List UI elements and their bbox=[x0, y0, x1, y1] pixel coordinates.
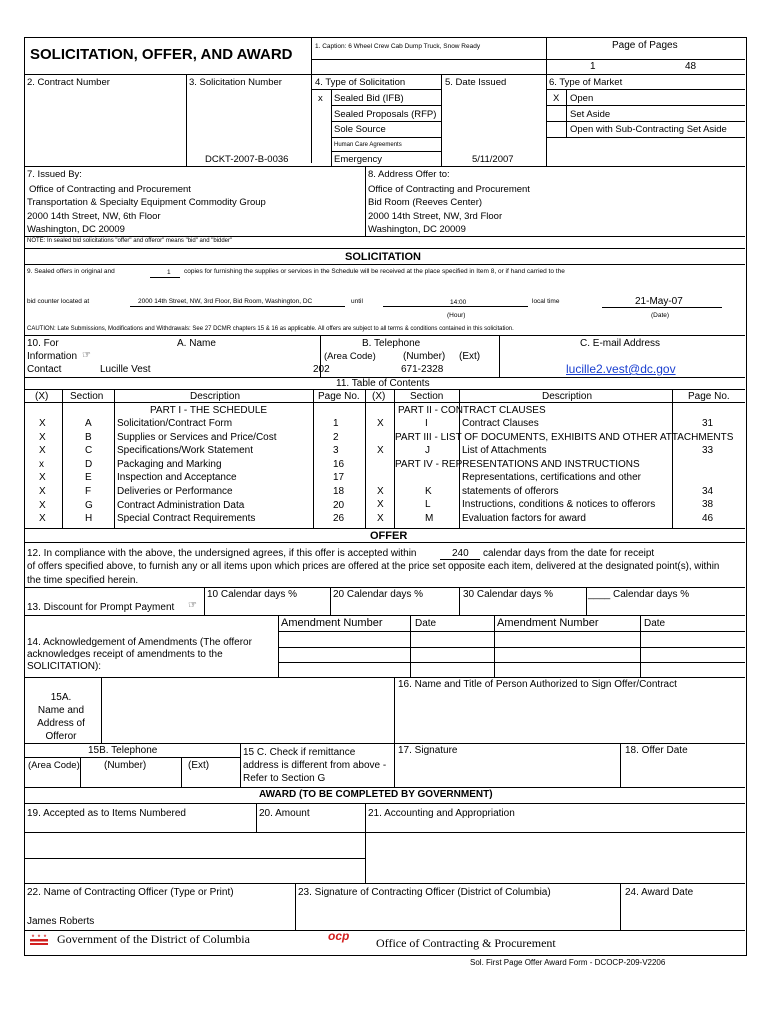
toc-left-description: Packaging and Marking bbox=[117, 458, 222, 470]
toc-header-section: Section bbox=[70, 391, 104, 402]
toc-right-desc-m: Evaluation factors for award bbox=[462, 513, 586, 524]
toc-part-4: PART IV - REPRESENTATIONS AND INSTRUCTIONS bbox=[395, 459, 640, 470]
total-pages: 48 bbox=[685, 61, 697, 72]
toc-header-description: Description bbox=[190, 391, 241, 402]
contract-number-label: 2. Contract Number bbox=[27, 77, 110, 88]
toc-left-section: D bbox=[85, 458, 93, 470]
caption: 1. Caption: 6 Wheel Crew Cab Dump Truck, Snow Ready bbox=[315, 43, 481, 50]
contact-name[interactable]: Lucille Vest bbox=[100, 364, 151, 375]
label-15b: 15B. Telephone bbox=[88, 745, 158, 756]
toc-left-x: X bbox=[39, 499, 46, 511]
toc-right-desc-j: List of Attachments bbox=[462, 445, 547, 456]
pointing-hand-icon: ☞ bbox=[82, 350, 91, 361]
label-15a-3: Address of bbox=[37, 718, 85, 729]
discount-20-days[interactable]: 20 Calendar days % bbox=[333, 589, 424, 600]
label-15a-1: 15A. bbox=[50, 692, 72, 703]
toc-left-x: x bbox=[39, 458, 44, 470]
toc-right-sec-j: J bbox=[425, 445, 430, 456]
market-set-aside[interactable]: Set Aside bbox=[570, 109, 611, 120]
contact-name-label: A. Name bbox=[177, 338, 216, 349]
toc-left-description: Inspection and Acceptance bbox=[117, 472, 237, 484]
item-12-text-d: the time specified herein. bbox=[27, 575, 139, 586]
label-17: 17. Signature bbox=[398, 745, 458, 756]
toc-header-section-right: Section bbox=[410, 391, 444, 402]
option-human-care[interactable]: Human Care Agreements bbox=[334, 142, 402, 148]
amendments-label: 14. Acknowledgement of Amendments (The offeror acknowledges receipt of amendments to the SOLICITATION): bbox=[27, 637, 252, 672]
item-12-text-a: 12. In compliance with the above, the undersigned agrees, if this offer is accepted within bbox=[27, 548, 417, 559]
toc-left-x: X bbox=[39, 486, 46, 497]
area-code-label: (Area Code) bbox=[324, 351, 376, 362]
email-label: C. E-mail Address bbox=[580, 338, 661, 349]
toc-right-page-l: 38 bbox=[702, 499, 714, 510]
toc-left-description: Special Contract Requirements bbox=[117, 513, 256, 525]
toc-left-description: Deliveries or Performance bbox=[117, 486, 233, 497]
toc-right-desc-k1: Representations, certifications and other bbox=[462, 472, 641, 483]
bid-hour[interactable]: 14:00 bbox=[450, 299, 467, 306]
address-offer-line-1: Office of Contracting and Procurement bbox=[368, 184, 530, 195]
label-20: 20. Amount bbox=[259, 808, 310, 819]
toc-left-page: 17 bbox=[333, 472, 345, 484]
label-15b-ext: (Ext) bbox=[188, 760, 210, 771]
label-15b-area-code: (Area Code) bbox=[28, 760, 80, 771]
toc-right-x-i: X bbox=[377, 418, 384, 429]
toc-left-page: 20 bbox=[333, 499, 345, 511]
contact-label-1: 10. For bbox=[27, 338, 59, 349]
issued-by-line-1: Office of Contracting and Procurement bbox=[29, 184, 191, 195]
caution-text: CAUTION: Late Submissions, Modifications and Withdrawals: See 27 DCMR chapters 15 & 16 as applicable. All offers are subject to all terms & conditions contained in this solicitation. bbox=[27, 326, 514, 332]
toc-header-page: Page No. bbox=[318, 391, 360, 402]
dc-flag-icon bbox=[30, 934, 48, 945]
toc-left-section: G bbox=[85, 499, 93, 511]
solicitation-heading: SOLICITATION bbox=[345, 251, 421, 263]
label-24: 24. Award Date bbox=[625, 887, 694, 898]
toc-part-2: PART II - CONTRACT CLAUSES bbox=[398, 405, 546, 416]
toc-left-x: X bbox=[39, 418, 46, 429]
toc-part-3: PART III - LIST OF DOCUMENTS, EXHIBITS AND OTHER ATTACHMENTS bbox=[395, 432, 734, 443]
amendment-date-label-2: Date bbox=[644, 618, 666, 629]
toc-left-page: 1 bbox=[333, 418, 339, 429]
page-of-pages-label: Page of Pages bbox=[612, 40, 678, 51]
copies-count[interactable]: 1 bbox=[167, 269, 171, 276]
bid-date[interactable]: 21-May-07 bbox=[635, 296, 683, 307]
toc-right-desc-l: Instructions, conditions & notices to offerors bbox=[462, 499, 656, 510]
toc-right-page-j: 33 bbox=[702, 445, 714, 456]
item-12-text-b: calendar days from the date for receipt bbox=[483, 548, 655, 559]
toc-left-page: 16 bbox=[333, 458, 345, 470]
email-link[interactable]: lucille2.vest@dc.gov bbox=[566, 362, 676, 376]
telephone-label: B. Telephone bbox=[362, 338, 421, 349]
label-16: 16. Name and Title of Person Authorized to Sign Offer/Contract bbox=[398, 679, 677, 690]
toc-right-x-l: X bbox=[377, 499, 384, 510]
toc-left-page: 18 bbox=[333, 486, 345, 497]
market-check-mark[interactable]: X bbox=[553, 93, 560, 104]
solicitation-number-label: 3. Solicitation Number bbox=[189, 77, 282, 88]
item-9-text-b: copies for furnishing the supplies or services in the Schedule will be received at the place specified in Item 8, or if hand carried to the bbox=[184, 268, 565, 275]
form-id: Sol. First Page Offer Award Form - DCOCP-209-V2206 bbox=[470, 958, 666, 967]
toc-header-x: (X) bbox=[35, 391, 49, 402]
issued-by-label: 7. Issued By: bbox=[27, 169, 82, 180]
date-issued[interactable]: 5/11/2007 bbox=[472, 154, 514, 165]
until-label: until bbox=[351, 298, 363, 305]
issued-by-line-3: 2000 14th Street, NW, 6th Floor bbox=[27, 211, 161, 222]
toc-right-page-m: 46 bbox=[702, 513, 714, 524]
toc-right-x-k: X bbox=[377, 486, 384, 497]
toc-right-page-i: 31 bbox=[702, 418, 714, 429]
phone-number[interactable]: 671-2328 bbox=[401, 364, 444, 375]
market-sub-contracting[interactable]: Open with Sub-Contracting Set Aside bbox=[570, 124, 727, 135]
label-18: 18. Offer Date bbox=[625, 745, 688, 756]
solicitation-number[interactable]: DCKT-2007-B-0036 bbox=[205, 154, 289, 165]
label-22: 22. Name of Contracting Officer (Type or Print) bbox=[27, 887, 234, 898]
label-19: 19. Accepted as to Items Numbered bbox=[27, 808, 186, 819]
toc-right-sec-m: M bbox=[425, 513, 434, 524]
toc-right-desc-k: statements of offerors bbox=[462, 486, 559, 497]
note-text: NOTE: In sealed bid solicitations "offer" and offeror" means "bid" and "bidder" bbox=[27, 238, 233, 244]
item-9-text-a: 9. Sealed offers in original and bbox=[27, 268, 115, 275]
offer-heading: OFFER bbox=[370, 530, 408, 542]
issued-by-line-4: Washington, DC 20009 bbox=[27, 224, 125, 235]
type-of-solicitation-label: 4. Type of Solicitation bbox=[315, 77, 406, 88]
toc-left-section: C bbox=[85, 445, 93, 457]
amendment-number-label-2: Amendment Number bbox=[497, 617, 599, 629]
toc-left-page: 3 bbox=[333, 445, 339, 457]
hour-caption: (Hour) bbox=[447, 312, 466, 319]
local-time-label: local time bbox=[532, 298, 560, 305]
footer-office: Office of Contracting & Procurement bbox=[376, 936, 556, 950]
date-issued-label: 5. Date Issued bbox=[445, 77, 507, 88]
ocp-logo: ocp bbox=[328, 929, 350, 943]
toc-header-x-right: (X) bbox=[372, 391, 386, 402]
bid-counter-label: bid counter located at bbox=[27, 298, 90, 305]
option-sealed-proposals[interactable]: Sealed Proposals (RFP) bbox=[334, 109, 437, 120]
page-number: 1 bbox=[590, 61, 596, 72]
discount-30-days[interactable]: 30 Calendar days % bbox=[463, 589, 554, 600]
toc-left-x: X bbox=[39, 445, 46, 457]
contracting-officer-name[interactable]: James Roberts bbox=[27, 916, 95, 927]
address-offer-line-2: Bid Room (Reeves Center) bbox=[368, 197, 483, 208]
discount-10-days[interactable]: 10 Calendar days % bbox=[207, 589, 298, 600]
toc-left-description: Solicitation/Contract Form bbox=[117, 418, 233, 429]
option-emergency[interactable]: Emergency bbox=[334, 154, 383, 165]
toc-left-section: A bbox=[85, 418, 92, 429]
label-15a-2: Name and bbox=[37, 705, 85, 716]
discount-label: 13. Discount for Prompt Payment bbox=[27, 602, 175, 613]
amendment-date-label-1: Date bbox=[415, 618, 437, 629]
toc-right-sec-k: K bbox=[425, 486, 432, 497]
pointing-hand-icon: ☞ bbox=[188, 600, 197, 611]
acceptance-days[interactable]: 240 bbox=[452, 548, 469, 559]
toc-left-section: E bbox=[85, 472, 92, 484]
toc-left-x: X bbox=[39, 431, 46, 443]
label-15a-4: Offeror bbox=[45, 731, 77, 742]
toc-header-page-right: Page No. bbox=[688, 391, 730, 402]
option-sole-source[interactable]: Sole Source bbox=[334, 124, 386, 135]
bid-location[interactable]: 2000 14th Street, NW, 3rd Floor, Bid Room, Washington, DC bbox=[138, 298, 313, 305]
toc-left-section: F bbox=[85, 486, 92, 497]
address-offer-line-4: Washington, DC 20009 bbox=[368, 224, 466, 235]
toc-left-description: Contract Administration Data bbox=[117, 499, 245, 511]
toc-part-1: PART I - THE SCHEDULE bbox=[150, 405, 268, 416]
option-sealed-bid[interactable]: Sealed Bid (IFB) bbox=[334, 93, 404, 104]
footer-government: Government of the District of Columbia bbox=[57, 932, 250, 946]
toc-left-page: 26 bbox=[333, 513, 345, 525]
toc-right-sec-i: I bbox=[425, 418, 428, 429]
toc-header-description-right: Description bbox=[542, 391, 593, 402]
address-offer-line-3: 2000 14th Street, NW, 3rd Floor bbox=[368, 211, 503, 222]
label-21: 21. Accounting and Appropriation bbox=[368, 808, 515, 819]
label-15c[interactable]: 15 C. Check if remittance address is different from above - Refer to Section G bbox=[243, 747, 387, 784]
discount-other-days[interactable]: ____ Calendar days % bbox=[588, 589, 690, 600]
ext-label: (Ext) bbox=[459, 351, 481, 362]
market-open[interactable]: Open bbox=[570, 93, 594, 104]
contact-label-2: Information bbox=[27, 351, 78, 362]
award-heading: AWARD (TO BE COMPLETED BY GOVERNMENT) bbox=[259, 789, 493, 800]
toc-right-desc-i: Contract Clauses bbox=[462, 418, 539, 429]
toc-right-page-k: 34 bbox=[702, 486, 714, 497]
issued-by-line-2: Transportation & Specialty Equipment Commodity Group bbox=[27, 197, 266, 208]
toc-left-x: X bbox=[39, 472, 46, 484]
toc-left-section: B bbox=[85, 431, 92, 443]
toc-right-x-m: X bbox=[377, 513, 384, 524]
toc-left-description: Supplies or Services and Price/Cost bbox=[117, 431, 277, 443]
address-offer-label: 8. Address Offer to: bbox=[368, 169, 450, 180]
toc-left-page: 2 bbox=[333, 431, 339, 443]
number-label: (Number) bbox=[403, 351, 446, 362]
amendment-number-label-1: Amendment Number bbox=[281, 617, 383, 629]
area-code[interactable]: 202 bbox=[313, 364, 330, 375]
toc-left-section: H bbox=[85, 513, 93, 525]
toc-right-x-j: X bbox=[377, 445, 384, 456]
date-caption: (Date) bbox=[651, 312, 670, 319]
toc-left-x: X bbox=[39, 513, 46, 525]
toc-left-description: Specifications/Work Statement bbox=[117, 445, 253, 457]
contact-label-3: Contact bbox=[27, 364, 62, 375]
form-title: SOLICITATION, OFFER, AND AWARD bbox=[30, 46, 293, 63]
label-23: 23. Signature of Contracting Officer (District of Columbia) bbox=[298, 887, 551, 898]
type-of-market-label: 6. Type of Market bbox=[549, 77, 623, 88]
type-check-mark[interactable]: x bbox=[318, 93, 323, 104]
toc-right-sec-l: L bbox=[425, 499, 431, 510]
toc-heading: 11. Table of Contents bbox=[336, 378, 430, 389]
item-12-text-c: of offers specified above, to furnish any or all items upon which prices are offered at the price set opposite each item, delivered at the designated point(s), within bbox=[27, 561, 720, 572]
label-15b-number: (Number) bbox=[104, 760, 147, 771]
